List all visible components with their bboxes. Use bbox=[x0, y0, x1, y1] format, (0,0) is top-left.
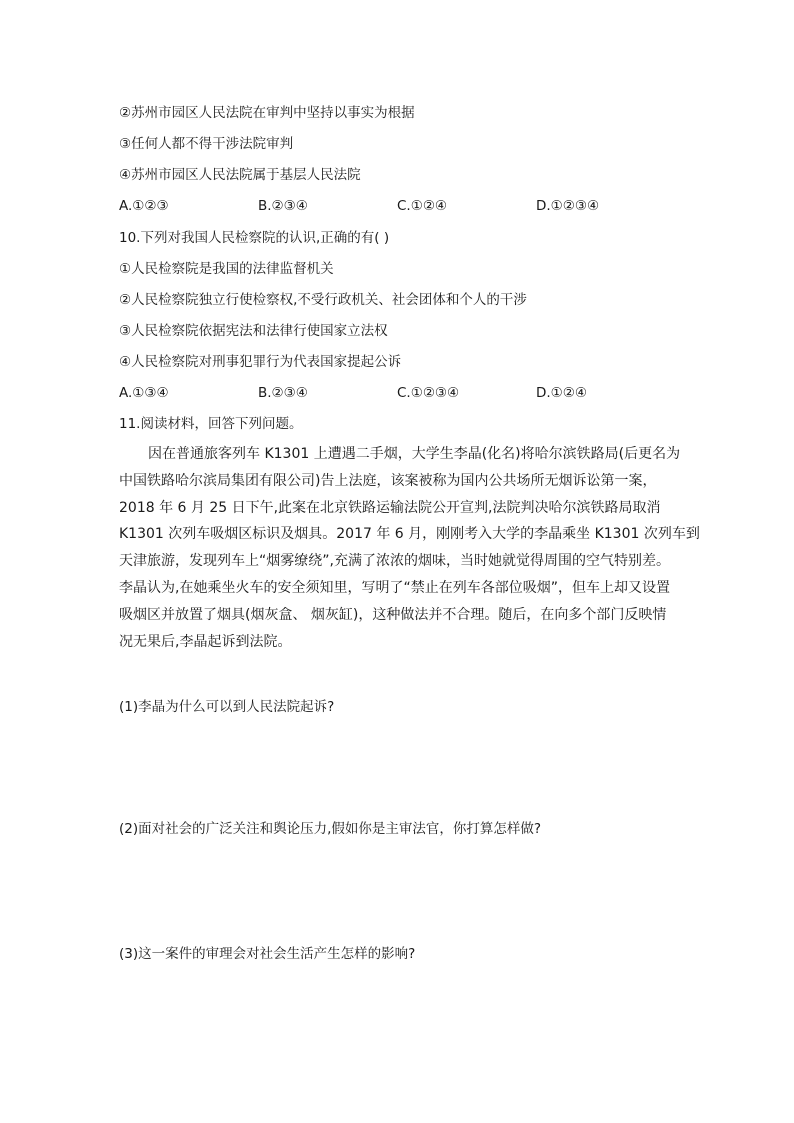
q11-material bbox=[119, 441, 700, 655]
q9-option-c[interactable]: C.①②④ bbox=[397, 198, 448, 214]
q10-statement-3: ③人民检察院依据宪法和法律行使国家立法权 bbox=[119, 323, 388, 339]
q10-option-c[interactable]: C.①②③④ bbox=[397, 385, 460, 401]
q10-option-d[interactable]: D.①②④ bbox=[536, 385, 587, 401]
q10-statement-2: ②人民检察院独立行使检察权,不受行政机关、社会团体和个人的干涉 bbox=[119, 292, 527, 308]
q11-sub-question-2: (2)面对社会的广泛关注和舆论压力,假如你是主审法官，你打算怎样做? bbox=[119, 821, 542, 837]
q9-statement-3: ③任何人都不得干涉法院审判 bbox=[119, 136, 294, 152]
material-line: K1301 次列车吸烟区标识及烟具。2017 年 6 月，刚刚考入大学的李晶乘坐 K1301 次列车到 bbox=[119, 526, 700, 543]
q9-options bbox=[119, 197, 639, 215]
material-line: 况无果后,李晶起诉到法院。 bbox=[119, 633, 292, 650]
q11-sub-question-1: (1)李晶为什么可以到人民法院起诉? bbox=[119, 699, 335, 715]
q10-option-a[interactable]: A.①③④ bbox=[119, 385, 169, 401]
q9-option-b[interactable]: B.②③④ bbox=[258, 198, 308, 214]
q9-statement-2: ②苏州市园区人民法院在审判中坚持以事实为根据 bbox=[119, 105, 415, 121]
q10-statement-1: ①人民检察院是我国的法律监督机关 bbox=[119, 261, 334, 277]
q9-statement-4: ④苏州市园区人民法院属于基层人民法院 bbox=[119, 167, 361, 183]
material-line: 中国铁路哈尔滨局集团有限公司)告上法庭，该案被称为国内公共场所无烟诉讼第一案， bbox=[119, 472, 657, 489]
q9-option-a[interactable]: A.①②③ bbox=[119, 198, 169, 214]
material-line: 李晶认为,在她乘坐火车的安全须知里，写明了“禁止在列车各部位吸烟”，但车上却又设置 bbox=[119, 579, 670, 596]
material-line: 吸烟区并放置了烟具(烟灰盒、 烟灰缸)，这种做法并不合理。随后，在向多个部门反映情 bbox=[119, 606, 667, 623]
material-line: 2018 年 6 月 25 日下午,此案在北京铁路运输法院公开宣判,法院判决哈尔滨铁路局取消 bbox=[119, 499, 661, 516]
q9-option-d[interactable]: D.①②③④ bbox=[536, 198, 600, 214]
q10-option-b[interactable]: B.②③④ bbox=[258, 385, 308, 401]
q11-stem: 11.阅读材料，回答下列问题。 bbox=[119, 416, 303, 432]
material-line: 天津旅游，发现列车上“烟雾缭绕”,充满了浓浓的烟味，当时她就觉得周围的空气特别差。 bbox=[119, 553, 670, 570]
q10-options bbox=[119, 384, 639, 402]
material-line: 因在普通旅客列车 K1301 上遭遇二手烟，大学生李晶(化名)将哈尔滨铁路局(后更名为 bbox=[148, 446, 681, 462]
q11-sub-question-3: (3)这一案件的审理会对社会生活产生怎样的影响? bbox=[119, 946, 416, 962]
q10-statement-4: ④人民检察院对刑事犯罪行为代表国家提起公诉 bbox=[119, 354, 402, 370]
q10-stem: 10.下列对我国人民检察院的认识,正确的有( ) bbox=[119, 230, 390, 246]
